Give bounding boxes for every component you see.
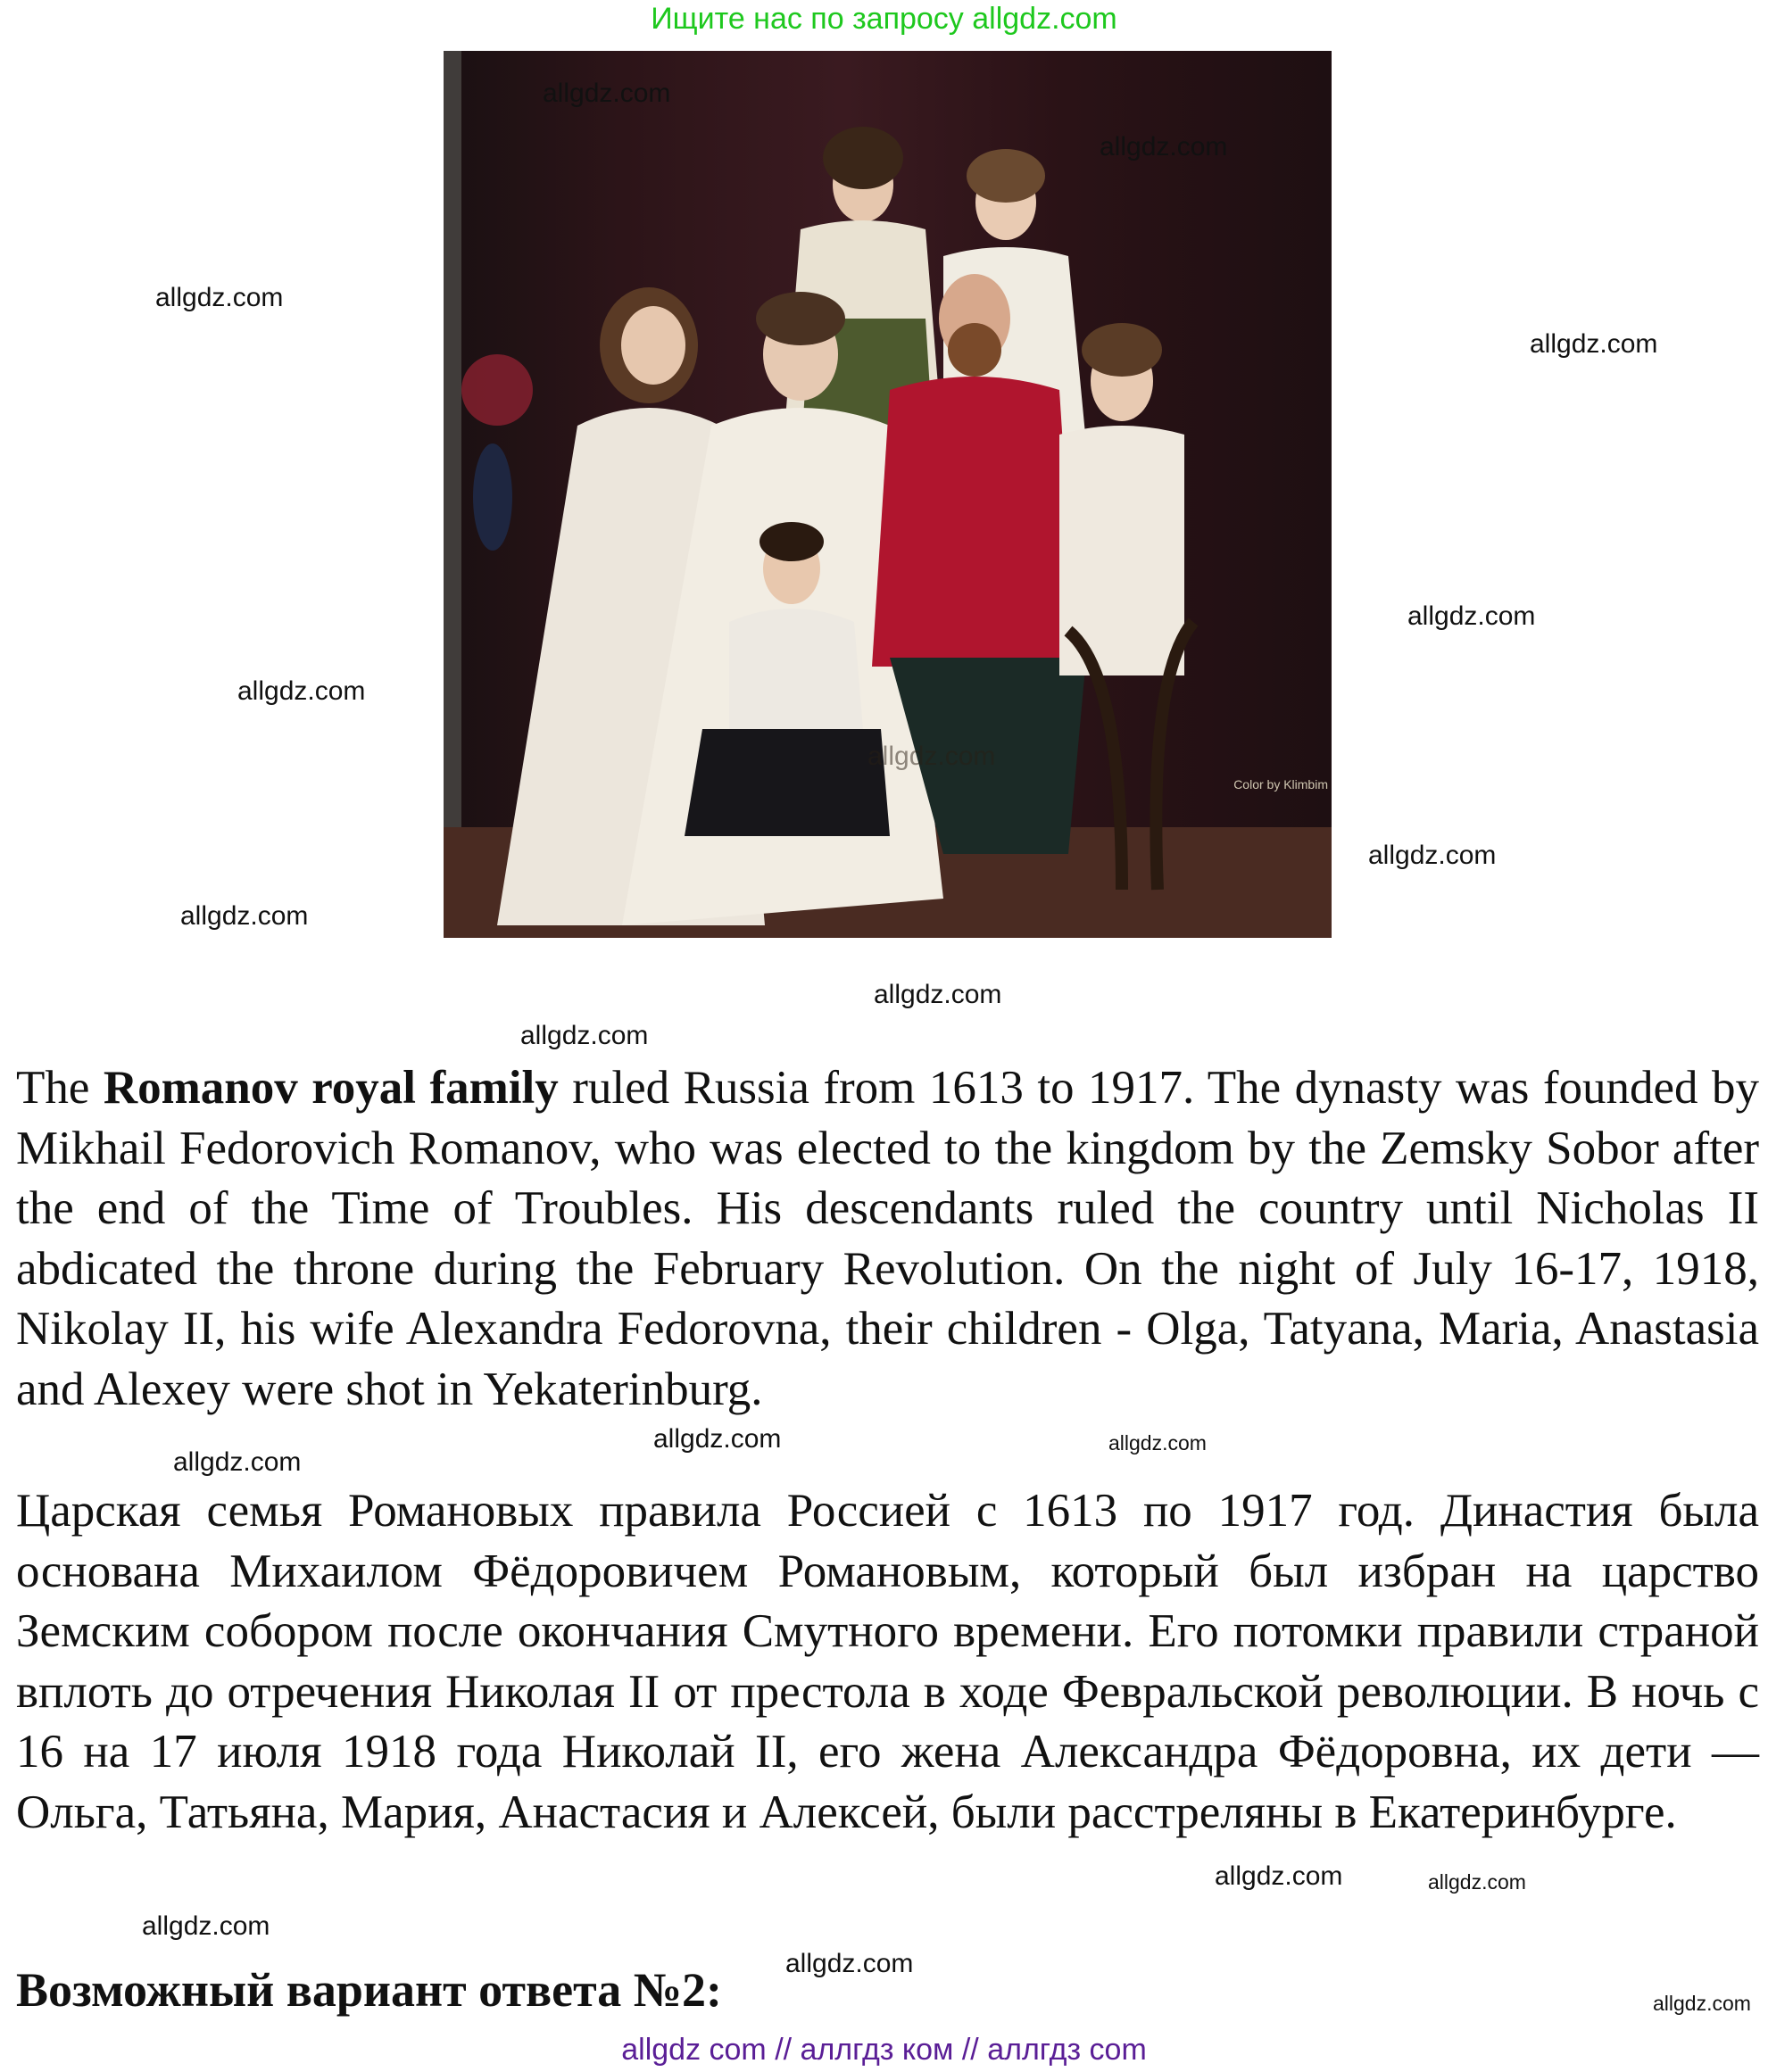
watermark: allgdz.com [1100, 132, 1228, 162]
watermark: allgdz.com [867, 742, 996, 771]
answer-heading: Возможный вариант ответа №2: [16, 1963, 723, 2017]
watermark: allgdz.com [1653, 1992, 1751, 2015]
watermark: allgdz.com [1108, 1431, 1207, 1455]
footer-links[interactable]: allgdz com // аллгдз ком // аллгдз com [621, 2033, 1147, 2067]
search-banner[interactable]: Ищите нас по запросу allgdz.com [651, 2, 1117, 36]
watermark: allgdz.com [1530, 329, 1658, 359]
watermark: allgdz.com [142, 1911, 270, 1941]
bold-term: Romanov royal family [103, 1062, 559, 1114]
paragraph-russian: Царская семья Романовых правила Россией с 1613 по 1917 год. Династия была основана Михаилом Фёдоровичем Романовым, который был избран на царство Земским собором после окончания Смутного времени. Его потомки правили страной вплоть до отречения Николая II от престола в ходе Февральской революции. В ночь с 16 на 17 июля 1918 года Николай II, его жена Александра Фёдоровна, их дети — Ольга, Татьяна, Мария, Анастасия и Алексей, были расстреляны в Екатеринбурге. [16, 1485, 1759, 1838]
watermark: allgdz.com [653, 1424, 782, 1454]
watermark: allgdz.com [237, 676, 366, 706]
watermark: allgdz.com [785, 1949, 914, 1978]
watermark: allgdz.com [155, 283, 284, 312]
watermark: allgdz.com [1368, 841, 1497, 870]
text: The [16, 1062, 104, 1114]
photo-credit: Color by Klimbim [1233, 777, 1328, 792]
watermark: allgdz.com [1407, 601, 1536, 631]
text: ruled Russia from 1613 to 1917. The dynasty was founded by Mikhail Fedorovich Romanov, who was elected to the kingdom by the Zemsky Sobor after the end of the Time of Troubles. His descendants ruled the country until Nicholas II abdicated the throne during the February Revolution. On the night of July 16-17, 1918, Nikolay II, his wife Alexandra Fedorovna, their children - Olga, Tatyana, Maria, Anastasia and Alexey were shot in Yekaterinburg. [16, 1062, 1759, 1415]
watermark: allgdz.com [520, 1021, 649, 1050]
watermark: allgdz.com [543, 79, 671, 108]
watermark: allgdz.com [874, 980, 1002, 1009]
photo-illustration [444, 51, 1332, 938]
watermark: allgdz.com [180, 901, 309, 931]
romanov-family-photo [444, 51, 1332, 938]
watermark: allgdz.com [1428, 1870, 1526, 1894]
watermark: allgdz.com [1215, 1861, 1343, 1891]
paragraph-english [16, 1058, 1759, 1420]
watermark: allgdz.com [173, 1447, 302, 1477]
